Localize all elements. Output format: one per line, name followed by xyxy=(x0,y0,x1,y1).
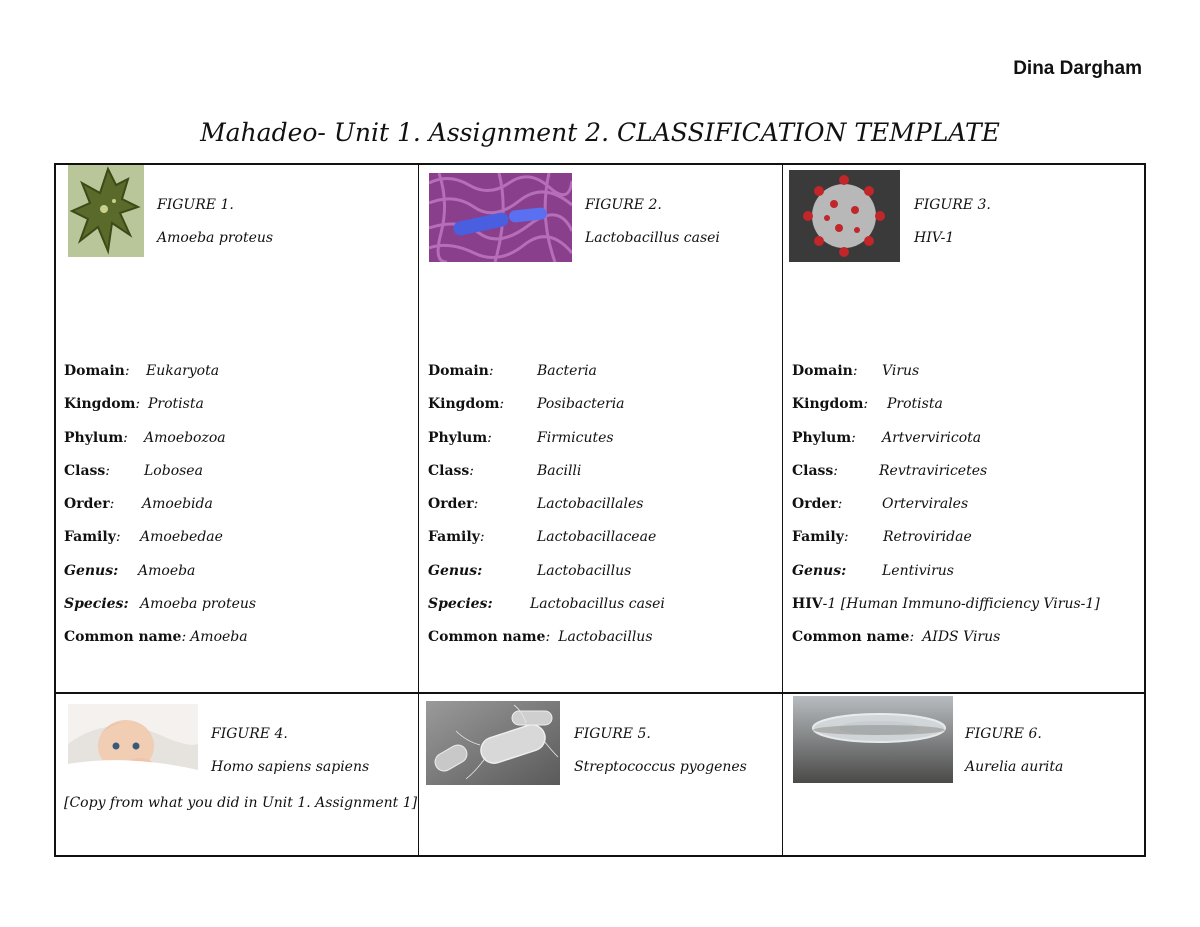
rank-value: Lactobacillales xyxy=(537,496,644,513)
figure-label: FIGURE 3. xyxy=(914,197,991,213)
rank-label: Kingdom xyxy=(428,396,500,413)
rank-label: Family xyxy=(64,529,116,546)
rank-colon: : xyxy=(479,529,485,546)
rank-value: Amoebida xyxy=(142,496,213,513)
rank-label: Kingdom xyxy=(64,396,136,413)
rank-label: Species xyxy=(428,596,488,613)
rank-value: Posibacteria xyxy=(537,396,625,413)
rank-row-family xyxy=(792,529,1100,562)
rank-value: Lactobacillus xyxy=(558,629,653,646)
figure-label: FIGURE 5. xyxy=(574,726,651,742)
rank-label: Order xyxy=(792,496,838,513)
bacteria-sem-image xyxy=(426,701,560,785)
rank-value: Lactobacillus casei xyxy=(530,596,665,613)
rank-value: Retroviridae xyxy=(883,529,972,546)
rank-label: Family xyxy=(792,529,844,546)
rank-row-class xyxy=(792,463,1100,496)
rank-label: Phylum xyxy=(428,429,488,446)
rank-label: Order xyxy=(64,496,110,513)
rank-colon: : xyxy=(841,562,847,579)
rank-colon: : xyxy=(487,429,492,446)
rank-value: Firmicutes xyxy=(537,429,614,446)
rank-label: Common name xyxy=(792,629,910,646)
figure-label: FIGURE 2. xyxy=(585,197,662,213)
rank-label: Kingdom xyxy=(792,396,864,413)
rank-colon: : xyxy=(115,529,121,546)
rank-value: Protista xyxy=(148,396,204,413)
rank-row-phylum xyxy=(428,430,653,463)
rank-label: Common name xyxy=(64,629,182,646)
rank-colon: : xyxy=(477,562,483,579)
rank-value: Bacteria xyxy=(537,363,597,379)
figure-caption: Streptococcus pyogenes xyxy=(574,759,747,775)
rank-row-common-name xyxy=(792,629,1100,662)
bacteria-image xyxy=(429,173,572,262)
rank-row-genus xyxy=(64,563,248,596)
figure-caption: Lactobacillus casei xyxy=(585,230,720,246)
rank-row-family xyxy=(64,529,248,562)
rank-colon: : xyxy=(123,429,128,446)
rank-colon: : xyxy=(837,496,843,513)
rank-value: Lobosea xyxy=(144,462,203,479)
rank-row-common-name xyxy=(428,629,653,662)
cell-figure-3 xyxy=(783,165,1146,692)
rank-row-phylum xyxy=(64,430,248,463)
rank-colon: : xyxy=(843,529,849,546)
figure-label: FIGURE 6. xyxy=(965,726,1042,742)
rank-value: Virus xyxy=(882,363,920,379)
assignment-note: [Copy from what you did in Unit 1. Assignment 1] xyxy=(64,795,418,811)
rank-label: Phylum xyxy=(792,429,852,446)
cell-figure-6 xyxy=(783,694,1146,857)
cell-figure-2 xyxy=(419,165,782,692)
rank-label: Genus xyxy=(428,562,478,579)
rank-label: HIV xyxy=(792,596,823,613)
rank-label: Genus xyxy=(792,562,842,579)
rank-colon: : xyxy=(851,429,856,446)
rank-label: Species xyxy=(64,596,124,613)
rank-row-kingdom xyxy=(428,396,653,429)
rank-colon: : xyxy=(113,562,119,579)
rank-label: Class xyxy=(428,462,470,479)
rank-value: Amoeba xyxy=(190,629,248,646)
figure-label: FIGURE 1. xyxy=(157,197,234,213)
rank-colon: : xyxy=(135,396,141,413)
rank-row-order xyxy=(64,496,248,529)
baby-image xyxy=(68,704,198,789)
rank-colon: : xyxy=(487,596,493,613)
rank-colon: : xyxy=(852,363,858,379)
rank-colon: : xyxy=(105,462,111,479)
rank-value: Protista xyxy=(887,396,943,413)
amoeba-image xyxy=(68,165,144,257)
rank-value: -1 [Human Immuno-difficiency Virus-1] xyxy=(822,596,1100,613)
rank-label: Domain xyxy=(428,363,489,379)
rank-label: Domain xyxy=(64,363,125,379)
rank-label: Phylum xyxy=(64,429,124,446)
rank-value: Ortervirales xyxy=(882,496,969,513)
rank-row-phylum xyxy=(792,430,1100,463)
rank-value: Amoeba proteus xyxy=(140,596,257,613)
rank-value: Revtraviricetes xyxy=(879,462,988,479)
figure-caption: Aurelia aurita xyxy=(965,759,1064,775)
cell-figure-4 xyxy=(56,694,418,857)
rank-value: Amoebedae xyxy=(140,529,223,546)
rank-colon: : xyxy=(545,629,551,646)
rank-row-domain xyxy=(792,363,1100,396)
rank-colon: : xyxy=(909,629,915,646)
rank-value: Amoebozoa xyxy=(144,429,226,446)
rank-colon: : xyxy=(109,496,115,513)
figure-caption: HIV-1 xyxy=(914,230,955,246)
rank-value: Artverviricota xyxy=(882,429,982,446)
rank-row-genus xyxy=(428,563,653,596)
rank-colon: : xyxy=(123,596,129,613)
rank-row-genus xyxy=(792,563,1100,596)
virus-image xyxy=(789,170,900,262)
rank-colon: : xyxy=(124,363,130,379)
rank-row-order xyxy=(792,496,1100,529)
rank-value: Lactobacillus xyxy=(537,562,632,579)
cell-figure-1 xyxy=(56,165,418,692)
rank-row-species xyxy=(428,596,665,629)
rank-label: Order xyxy=(428,496,474,513)
rank-colon: : xyxy=(863,396,869,413)
rank-row-class xyxy=(428,463,653,496)
rank-row-hiv xyxy=(792,596,1100,629)
rank-row-kingdom xyxy=(792,396,1100,429)
rank-colon: : xyxy=(488,363,494,379)
figure-label: FIGURE 4. xyxy=(211,726,288,742)
rank-colon: : xyxy=(469,462,475,479)
figure-caption: Homo sapiens sapiens xyxy=(211,759,370,775)
rank-label: Family xyxy=(428,529,480,546)
classification-grid xyxy=(54,163,1146,857)
rank-colon: : xyxy=(473,496,479,513)
rank-label: Common name xyxy=(428,629,546,646)
rank-row-order xyxy=(428,496,653,529)
rank-value: Amoeba xyxy=(138,562,196,579)
figure-caption: Amoeba proteus xyxy=(157,230,274,246)
rank-row-species xyxy=(64,596,257,629)
rank-row-domain xyxy=(428,363,653,396)
author-name: Dina Dargham xyxy=(1013,58,1142,79)
page-title: Mahadeo- Unit 1. Assignment 2. CLASSIFICATION TEMPLATE xyxy=(200,118,1000,147)
rank-label: Genus xyxy=(64,562,114,579)
rank-value: Eukaryota xyxy=(146,363,220,379)
rank-row-family xyxy=(428,529,657,562)
cell-figure-5 xyxy=(419,694,782,857)
rank-value: AIDS Virus xyxy=(922,629,1001,646)
rank-value: Bacilli xyxy=(537,462,582,479)
rank-row-domain xyxy=(64,363,248,396)
rank-label: Domain xyxy=(792,363,853,379)
rank-colon: : xyxy=(181,629,187,646)
rank-label: Class xyxy=(792,462,834,479)
rank-row-common-name xyxy=(64,629,248,662)
rank-label: Class xyxy=(64,462,106,479)
rank-colon: : xyxy=(499,396,505,413)
rank-row-class xyxy=(64,463,248,496)
rank-value: Lactobacillaceae xyxy=(537,529,657,546)
rank-colon: : xyxy=(833,462,839,479)
jellyfish-image xyxy=(793,696,953,783)
rank-value: Lentivirus xyxy=(882,562,954,579)
rank-row-kingdom xyxy=(64,396,248,429)
